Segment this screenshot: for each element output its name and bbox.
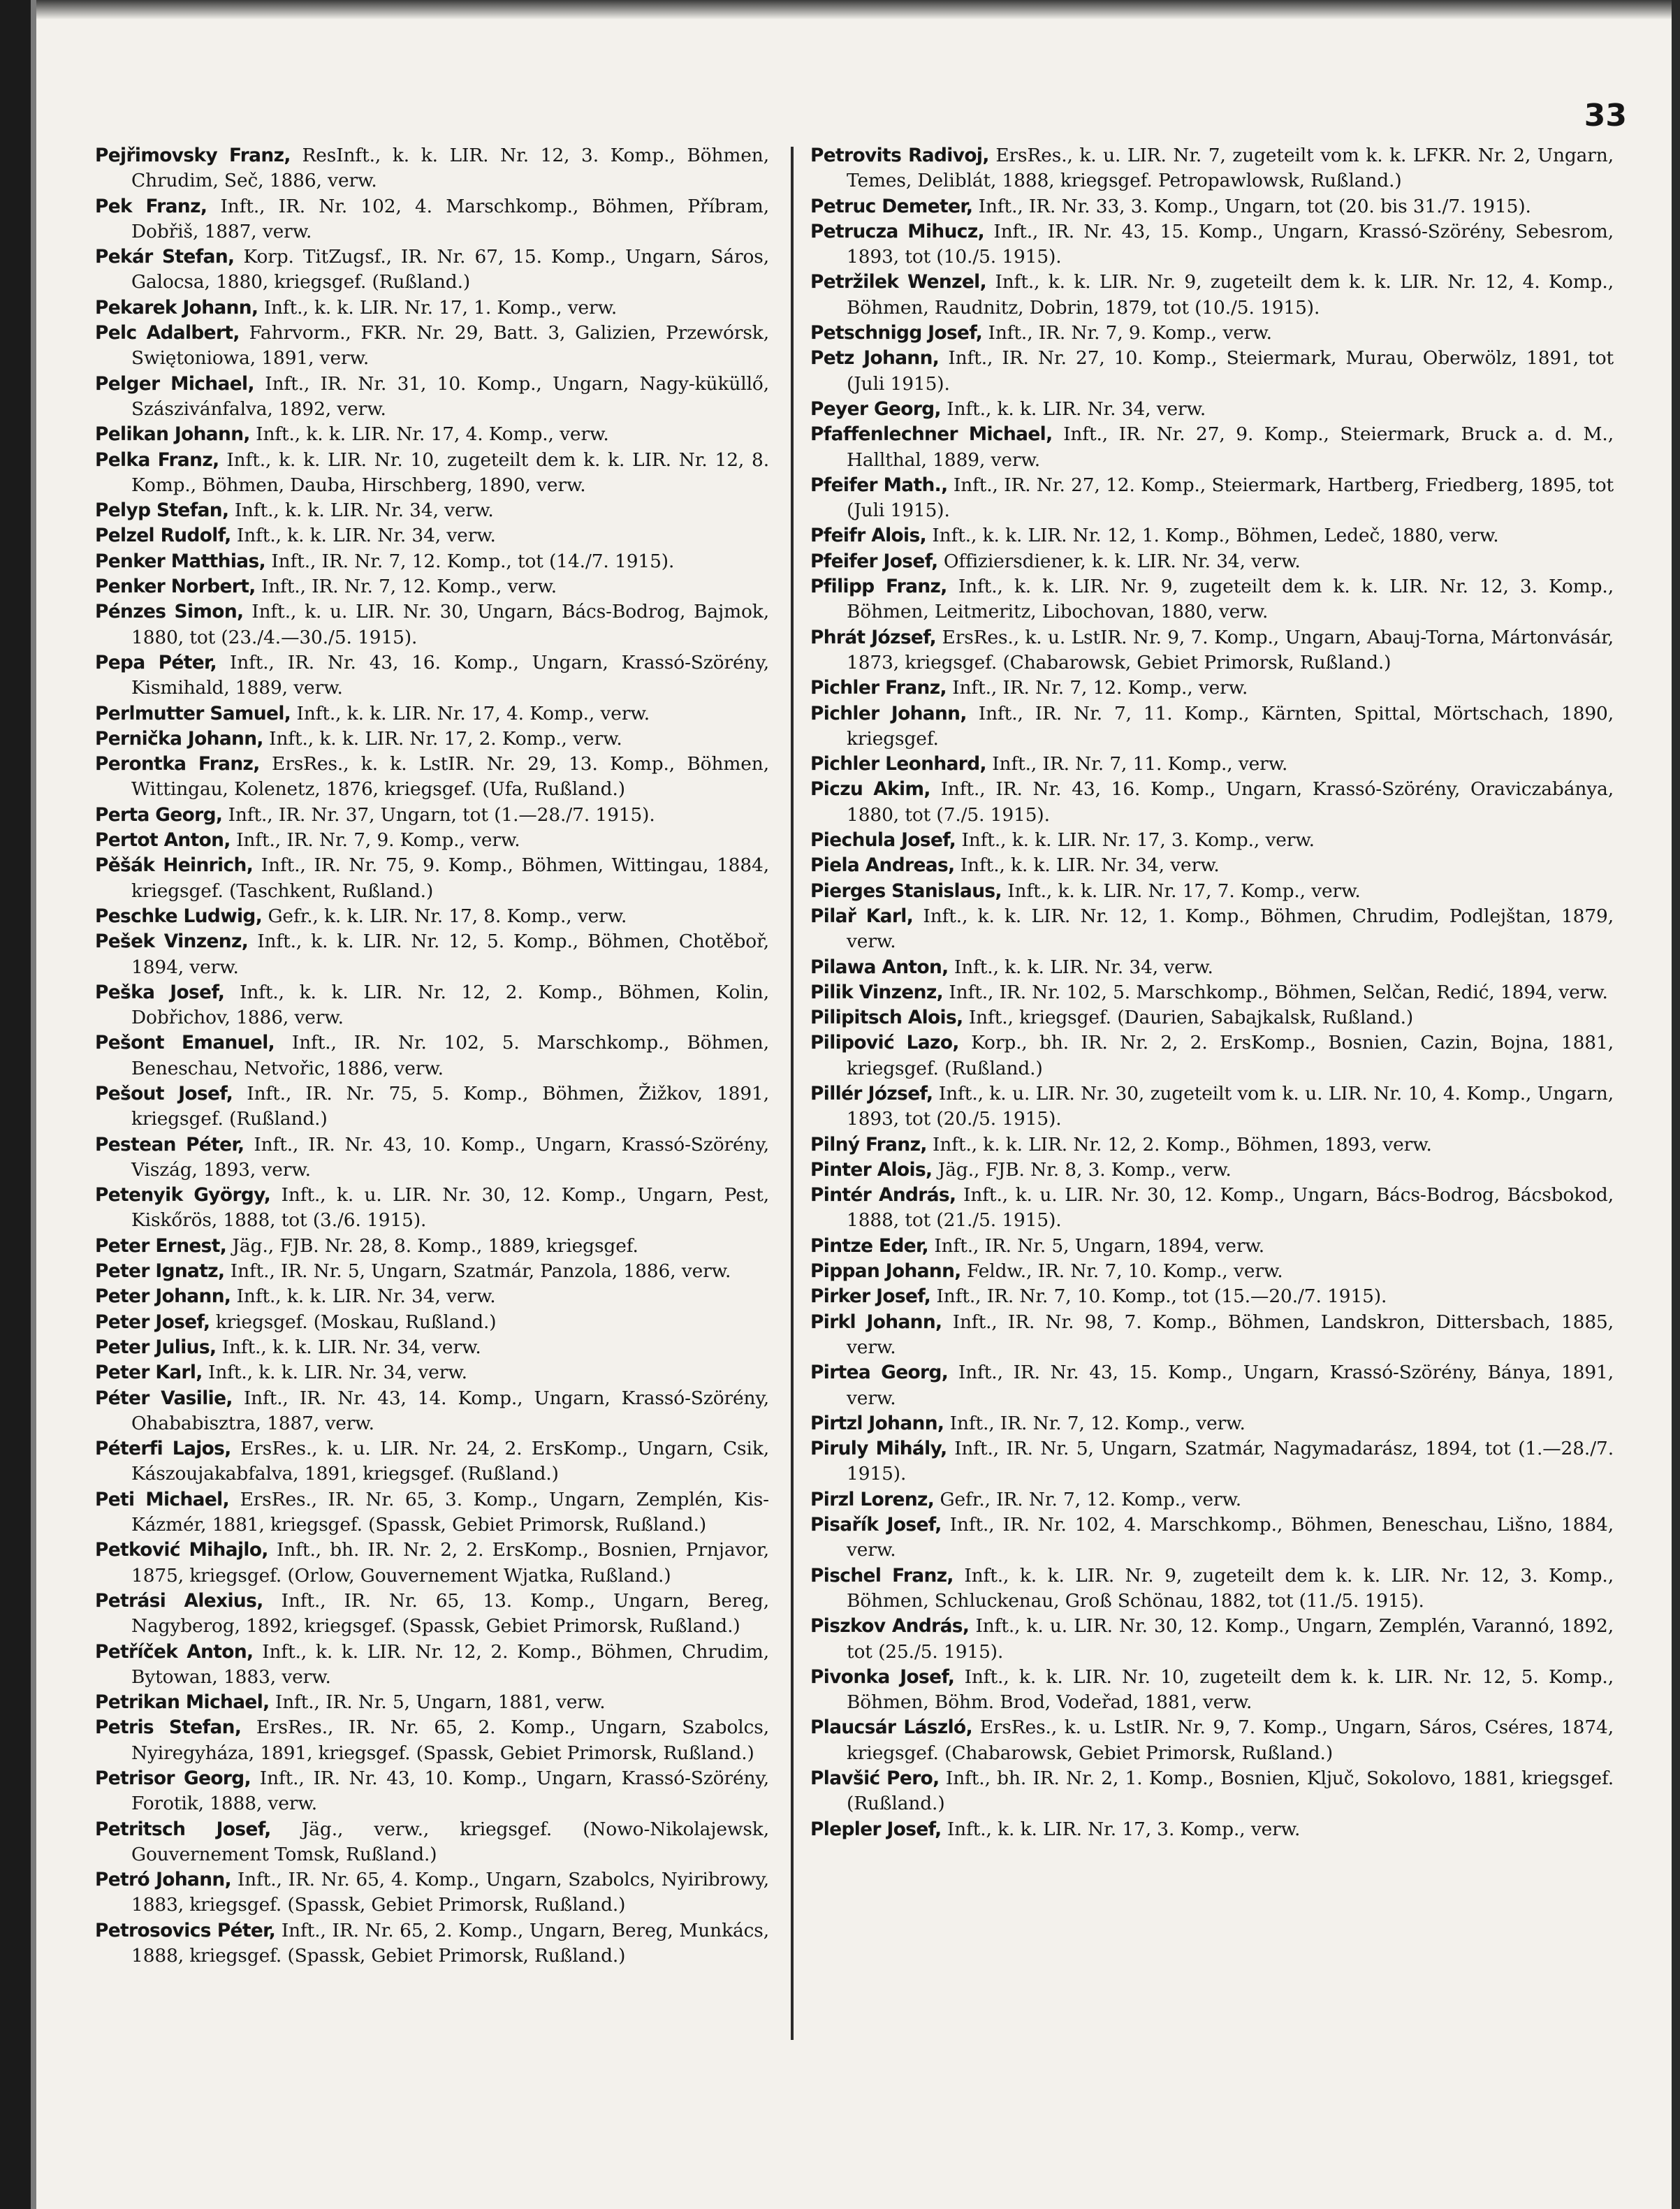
entry-name: Pisařík Josef, — [810, 1514, 942, 1536]
entry-details: Inft., IR. Nr. 102, 4. Marschkomp., Böhmen, Beneschau, Lišno, 1884, verw. — [847, 1514, 1614, 1561]
list-entry — [95, 1259, 769, 1284]
entry-name: Pfaffenlechner Michael, — [810, 423, 1053, 446]
entry-name: Pelc Adalbert, — [95, 322, 240, 344]
entry-details: Inft., IR. Nr. 7, 9. Komp., verw. — [236, 829, 520, 852]
entry-name: Pelikan Johann, — [95, 423, 250, 446]
list-entry — [95, 1335, 769, 1360]
list-entry — [810, 955, 1614, 980]
entry-name: Pirkl Johann, — [810, 1311, 942, 1333]
entry-details: Inft., k. k. LIR. Nr. 34, verw. — [234, 500, 494, 522]
entry-name: Péterfi Lajos, — [95, 1438, 231, 1460]
entry-details: Inft., k. k. LIR. Nr. 34, verw. — [960, 854, 1220, 877]
entry-name: Petrikan Michael, — [95, 1691, 270, 1714]
entry-name: Perontka Franz, — [95, 753, 260, 775]
entry-details: Inft., IR. Nr. 7, 12. Komp., verw. — [949, 1412, 1246, 1434]
list-entry — [95, 1690, 769, 1715]
entry-name: Pek Franz, — [95, 195, 207, 217]
entry-details: Inft., IR. Nr. 43, 15. Komp., Ungarn, Krassó-Szörény, Bánya, 1891, verw. — [847, 1362, 1614, 1409]
entry-name: Peter Julius, — [95, 1336, 217, 1358]
list-entry — [95, 1310, 769, 1335]
list-entry — [810, 1234, 1614, 1259]
entry-name: Péter Vasilie, — [95, 1387, 233, 1409]
entry-name: Pepa Péter, — [95, 651, 217, 673]
entry-details: Inft., k. k. LIR. Nr. 12, 2. Komp., Böhmen, Chrudim, Bytowan, 1883, verw. — [131, 1640, 769, 1688]
list-entry — [95, 1918, 769, 1969]
entry-details: Inft., k. u. LIR. Nr. 30, 12. Komp., Ungarn, Zemplén, Varannó, 1892, tot (25./5. 1915). — [847, 1615, 1614, 1663]
list-entry — [95, 1817, 769, 1868]
list-entry — [810, 1030, 1614, 1081]
list-entry — [810, 676, 1614, 701]
entry-name: Pernička Johann, — [95, 727, 263, 750]
list-entry — [95, 701, 769, 727]
list-entry — [810, 853, 1614, 878]
entry-name: Pénzes Simon, — [95, 601, 244, 623]
entry-name: Pilný Franz, — [810, 1133, 927, 1155]
list-entry — [810, 980, 1614, 1005]
entry-name: Petenyik György, — [95, 1184, 271, 1206]
list-entry — [810, 625, 1614, 676]
list-entry — [95, 194, 769, 245]
entry-details: Inft., k. k. LIR. Nr. 34, verw. — [236, 1285, 496, 1308]
entry-details: Inft., IR. Nr. 27, 12. Komp., Steiermark, Hartberg, Friedberg, 1895, tot (Juli 1915). — [847, 474, 1614, 522]
scan-top-edge — [0, 0, 1680, 20]
list-entry — [810, 1310, 1614, 1361]
entry-details: Inft., k. k. LIR. Nr. 12, 2. Komp., Böhmen, 1893, verw. — [933, 1133, 1432, 1155]
entry-name: Peter Ernest, — [95, 1234, 227, 1257]
entry-details: Inft., IR. Nr. 43, 15. Komp., Ungarn, Krassó-Szörény, Sebesrom, 1893, tot (10./5. 1915). — [847, 220, 1614, 268]
entry-name: Pelyp Stefan, — [95, 500, 229, 522]
list-entry — [810, 1081, 1614, 1132]
list-entry — [810, 752, 1614, 777]
list-entry — [810, 879, 1614, 904]
entry-details: Inft., k. k. LIR. Nr. 34, verw. — [221, 1336, 481, 1358]
entry-name: Petris Stefan, — [95, 1716, 242, 1739]
entry-details: Inft., IR. Nr. 43, 10. Komp., Ungarn, Krassó-Szörény, Viszág, 1893, verw. — [131, 1133, 769, 1181]
entry-details: Inft., IR. Nr. 7, 10. Komp., tot (15.—20./7. 1915). — [936, 1285, 1387, 1308]
entry-details: Inft., IR. Nr. 98, 7. Komp., Böhmen, Landskron, Dittersbach, 1885, verw. — [847, 1311, 1614, 1358]
list-entry — [810, 549, 1614, 574]
entry-name: Petrosovics Péter, — [95, 1919, 276, 1941]
entry-details: ErsRes., IR. Nr. 65, 3. Komp., Ungarn, Zemplén, Kis-Kázmér, 1881, kriegsgef. (Spassk, Gebiet Primorsk, Rußland.) — [131, 1488, 769, 1536]
list-entry — [95, 1183, 769, 1234]
entry-name: Piszkov András, — [810, 1615, 970, 1638]
entry-name: Piela Andreas, — [810, 854, 955, 877]
entry-name: Pelka Franz, — [95, 449, 219, 471]
entry-name: Petrási Alexius, — [95, 1589, 263, 1612]
list-entry — [95, 498, 769, 523]
entry-name: Pirzl Lorenz, — [810, 1488, 935, 1510]
list-entry — [95, 904, 769, 929]
entry-details: Inft., IR. Nr. 75, 9. Komp., Böhmen, Wittingau, 1884, kriegsgef. (Taschkent, Rußland.) — [131, 854, 769, 902]
list-entry — [810, 194, 1614, 219]
list-entry — [95, 980, 769, 1031]
list-entry — [810, 1715, 1614, 1766]
entry-details: Inft., IR. Nr. 7, 12. Komp., tot (14./7. 1915). — [271, 550, 675, 572]
entry-name: Pilipitsch Alois, — [810, 1007, 963, 1029]
list-entry — [810, 1817, 1614, 1842]
list-entry — [95, 372, 769, 423]
entry-details: Inft., IR. Nr. 43, 14. Komp., Ungarn, Krassó-Szörény, Ohababisztra, 1887, verw. — [131, 1387, 769, 1434]
entry-details: Inft., k. u. LIR. Nr. 30, Ungarn, Bács-Bodrog, Bajmok, 1880, tot (23./4.—30./5. 1915). — [131, 601, 769, 648]
entry-name: Peti Michael, — [95, 1488, 230, 1510]
entry-name: Peter Josef, — [95, 1311, 210, 1333]
list-entry — [95, 1234, 769, 1259]
entry-name: Perlmutter Samuel, — [95, 702, 291, 724]
list-entry — [95, 599, 769, 650]
list-entry — [95, 245, 769, 296]
list-entry — [95, 1284, 769, 1309]
list-entry — [810, 1259, 1614, 1284]
entry-details: Inft., k. k. LIR. Nr. 17, 3. Komp., verw. — [961, 829, 1315, 852]
entry-details: Inft., k. k. LIR. Nr. 17, 4. Komp., verw. — [256, 423, 609, 446]
list-entry — [95, 1867, 769, 1918]
entry-name: Peška Josef, — [95, 981, 225, 1003]
list-entry — [95, 1132, 769, 1183]
entry-details: Inft., k. k. LIR. Nr. 9, zugeteilt dem k. k. LIR. Nr. 12, 3. Komp., Böhmen, Schluckenau, Groß Schönau, 1882, tot (11./5. 1915). — [847, 1564, 1614, 1612]
entry-name: Pestean Péter, — [95, 1133, 244, 1155]
entry-details: Korp. TitZugsf., IR. Nr. 67, 15. Komp., Ungarn, Sáros, Galocsa, 1880, kriegsgef. (Rußland.) — [131, 246, 769, 293]
entry-name: Peter Ignatz, — [95, 1260, 225, 1283]
entry-details: Inft., IR. Nr. 75, 5. Komp., Böhmen, Žižkov, 1891, kriegsgef. (Rußland.) — [131, 1082, 769, 1130]
entry-details: Inft., IR. Nr. 7, 11. Komp., verw. — [992, 753, 1288, 775]
column-divider — [791, 147, 794, 2040]
list-entry — [95, 1081, 769, 1132]
entry-details: Inft., IR. Nr. 31, 10. Komp., Ungarn, Nagy-küküllő, Szászivánfalva, 1892, verw. — [131, 372, 769, 420]
entry-details: Inft., IR. Nr. 43, 10. Komp., Ungarn, Krassó-Szörény, Forotik, 1888, verw. — [131, 1767, 769, 1815]
entry-details: Inft., IR. Nr. 27, 9. Komp., Steiermark, Bruck a. d. M., Hallthal, 1889, verw. — [847, 423, 1614, 471]
list-entry — [95, 650, 769, 701]
entry-details: ErsRes., k. u. LIR. Nr. 7, zugeteilt vom k. k. LFKR. Nr. 2, Ungarn, Temes, Deliblát, 1888, kriegsgef. Petropawlowsk, Rußland.) — [847, 145, 1614, 192]
entry-name: Pinter Alois, — [810, 1158, 933, 1181]
list-entry — [95, 803, 769, 828]
entry-name: Pintér András, — [810, 1184, 956, 1206]
list-entry — [810, 1411, 1614, 1436]
entry-details: Inft., k. u. LIR. Nr. 30, 12. Komp., Ungarn, Bács-Bodrog, Bácsbokod, 1888, tot (21./5. 1915). — [847, 1184, 1614, 1232]
list-entry — [810, 1005, 1614, 1030]
entry-name: Peter Johann, — [95, 1285, 231, 1308]
list-entry — [95, 727, 769, 752]
list-entry — [810, 219, 1614, 270]
scan-left-edge — [0, 0, 31, 2209]
entry-name: Petritsch Josef, — [95, 1818, 271, 1840]
entry-details: Inft., IR. Nr. 33, 3. Komp., Ungarn, tot (20. bis 31./7. 1915). — [978, 195, 1531, 217]
entry-details: Inft., k. k. LIR. Nr. 34, verw. — [208, 1362, 467, 1384]
entry-details: Inft., k. k. LIR. Nr. 12, 1. Komp., Böhmen, Ledeč, 1880, verw. — [932, 525, 1499, 547]
entry-details: Inft., IR. Nr. 102, 5. Marschkomp., Böhmen, Selčan, Redić, 1894, verw. — [949, 981, 1608, 1003]
entry-details: Inft., k. k. LIR. Nr. 17, 3. Komp., verw. — [947, 1818, 1301, 1840]
entry-details: Inft., k. k. LIR. Nr. 17, 1. Komp., verw. — [263, 296, 618, 319]
entry-name: Pešout Josef, — [95, 1082, 233, 1104]
entry-name: Pilař Karl, — [810, 905, 914, 927]
entry-name: Pekár Stefan, — [95, 246, 235, 268]
entry-details: Inft., IR. Nr. 65, 13. Komp., Ungarn, Bereg, Nagyberog, 1892, kriegsgef. (Spassk, Gebiet Primorsk, Rußland.) — [131, 1589, 769, 1638]
list-entry — [95, 1360, 769, 1385]
list-entry — [95, 1715, 769, 1766]
entry-details: Inft., k. k. LIR. Nr. 12, 2. Komp., Böhmen, Kolin, Dobřichov, 1886, verw. — [131, 981, 769, 1029]
entry-name: Pěšák Heinrich, — [95, 854, 254, 877]
entry-details: Fahrvorm., FKR. Nr. 29, Batt. 3, Galizien, Przewórsk, Swiętoniowa, 1891, verw. — [131, 322, 769, 370]
entry-details: Inft., kriegsgef. (Daurien, Sabajkalsk, Rußland.) — [968, 1007, 1414, 1029]
entry-details: Korp., bh. IR. Nr. 2, 2. ErsKomp., Bosnien, Cazin, Bojna, 1881, kriegsgef. (Rußland.) — [847, 1032, 1614, 1079]
scan-left-shadow — [31, 0, 36, 2209]
entry-name: Pertot Anton, — [95, 829, 231, 852]
list-entry — [810, 1665, 1614, 1716]
list-entry — [810, 1512, 1614, 1563]
list-entry — [810, 422, 1614, 473]
entry-name: Pilawa Anton, — [810, 956, 949, 978]
entry-details: Inft., bh. IR. Nr. 2, 1. Komp., Bosnien, Ključ, Sokolovo, 1881, kriegsgef. (Rußland.) — [847, 1767, 1614, 1815]
list-entry — [95, 143, 769, 194]
entry-name: Petković Mihajlo, — [95, 1539, 268, 1561]
right-column — [810, 143, 1614, 2190]
list-entry — [810, 523, 1614, 548]
entry-details: ErsRes., k. u. LIR. Nr. 24, 2. ErsKomp., Ungarn, Csik, Kászoujakabfalva, 1891, kriegsgef. (Rußland.) — [131, 1438, 769, 1485]
entry-name: Petříček Anton, — [95, 1640, 254, 1663]
entry-name: Pelzel Rudolf, — [95, 525, 231, 547]
entry-name: Phrát József, — [810, 626, 937, 648]
list-entry — [810, 397, 1614, 422]
entry-name: Pejřimovsky Franz, — [95, 145, 291, 166]
entry-name: Plavšić Pero, — [810, 1767, 940, 1789]
list-entry — [95, 448, 769, 499]
entry-name: Perta Georg, — [95, 803, 223, 826]
list-entry — [95, 1386, 769, 1437]
entry-name: Pfilipp Franz, — [810, 576, 947, 598]
list-entry — [810, 701, 1614, 752]
entry-details: Inft., IR. Nr. 65, 2. Komp., Ungarn, Bereg, Munkács, 1888, kriegsgef. (Spassk, Gebiet Primorsk, Rußland.) — [131, 1919, 769, 1967]
entry-details: Inft., IR. Nr. 43, 16. Komp., Ungarn, Krassó-Szörény, Oraviczabánya, 1880, tot (7./5. 1915). — [847, 778, 1614, 826]
page-number: 33 — [1584, 98, 1627, 133]
list-entry — [810, 1284, 1614, 1309]
entry-details: Gefr., k. k. LIR. Nr. 17, 8. Komp., verw. — [268, 905, 627, 927]
list-entry — [810, 143, 1614, 194]
entry-details: Inft., k. k. LIR. Nr. 17, 2. Komp., verw. — [269, 727, 622, 750]
entry-details: Jäg., FJB. Nr. 28, 8. Komp., 1889, kriegsgef. — [232, 1234, 638, 1257]
entry-details: kriegsgef. (Moskau, Rußland.) — [215, 1311, 497, 1333]
entry-details: Inft., IR. Nr. 27, 10. Komp., Steiermark, Murau, Oberwölz, 1891, tot (Juli 1915). — [847, 347, 1614, 395]
entry-details: ErsRes., k. u. LstIR. Nr. 9, 7. Komp., Ungarn, Abauj-Torna, Mártonvásár, 1873, kriegsgef. (Chabarowsk, Gebiet Primorsk, Rußland.) — [847, 626, 1614, 673]
entry-details: Inft., k. k. LIR. Nr. 9, zugeteilt dem k. k. LIR. Nr. 12, 3. Komp., Böhmen, Leitmeritz, Libochovan, 1880, verw. — [847, 576, 1614, 623]
entry-details: Jäg., verw., kriegsgef. (Nowo-Nikolajewsk, Gouvernement Tomsk, Rußland.) — [131, 1818, 769, 1865]
entry-details: Inft., k. u. LIR. Nr. 30, zugeteilt vom k. u. LIR. Nr. 10, 4. Komp., Ungarn, 1893, tot (20./5. 1915). — [847, 1082, 1614, 1130]
entry-name: Penker Norbert, — [95, 576, 256, 598]
entry-details: Inft., IR. Nr. 7, 11. Komp., Kärnten, Spittal, Mörtschach, 1890, kriegsgef. — [847, 702, 1614, 750]
entry-details: Offiziersdiener, k. k. LIR. Nr. 34, verw. — [943, 550, 1301, 572]
entry-name: Pelger Michael, — [95, 372, 254, 395]
entry-details: Inft., k. k. LIR. Nr. 12, 1. Komp., Böhmen, Chrudim, Podlejštan, 1879, verw. — [847, 905, 1614, 953]
entry-name: Pichler Franz, — [810, 677, 947, 699]
entry-details: Inft., k. k. LIR. Nr. 34, verw. — [236, 525, 496, 547]
entry-name: Pilik Vinzenz, — [810, 981, 944, 1003]
list-entry — [810, 574, 1614, 625]
entry-name: Pirtea Georg, — [810, 1362, 949, 1384]
list-entry — [810, 1487, 1614, 1512]
list-entry — [95, 1589, 769, 1640]
list-entry — [95, 1487, 769, 1538]
entry-details: Inft., IR. Nr. 5, Ungarn, 1894, verw. — [934, 1234, 1264, 1257]
entry-name: Peyer Georg, — [810, 398, 941, 420]
entry-name: Petruc Demeter, — [810, 195, 973, 217]
list-entry — [95, 1030, 769, 1081]
entry-name: Peschke Ludwig, — [95, 905, 263, 927]
list-entry — [810, 321, 1614, 346]
entry-details: Inft., IR. Nr. 43, 16. Komp., Ungarn, Krassó-Szörény, Kismihald, 1889, verw. — [131, 651, 769, 699]
list-entry — [810, 1436, 1614, 1487]
entry-name: Peter Karl, — [95, 1362, 203, 1384]
list-entry — [95, 422, 769, 447]
entry-name: Pichler Leonhard, — [810, 753, 986, 775]
entry-name: Petrucza Mihucz, — [810, 220, 985, 242]
entry-name: Plepler Josef, — [810, 1818, 942, 1840]
entry-details: Inft., IR. Nr. 102, 4. Marschkomp., Böhmen, Příbram, Dobřiš, 1887, verw. — [131, 195, 769, 242]
entry-name: Pierges Stanislaus, — [810, 880, 1002, 902]
entry-details: Inft., IR. Nr. 7, 9. Komp., verw. — [988, 322, 1272, 344]
entry-name: Pischel Franz, — [810, 1564, 954, 1587]
entry-name: Petró Johann, — [95, 1869, 232, 1891]
left-column — [95, 143, 769, 2190]
entry-details: Jäg., FJB. Nr. 8, 3. Komp., verw. — [937, 1158, 1232, 1181]
entry-name: Pfeifer Josef, — [810, 550, 938, 572]
entry-name: Penker Matthias, — [95, 550, 266, 572]
entry-details: Inft., IR. Nr. 5, Ungarn, 1881, verw. — [275, 1691, 606, 1714]
entry-details: Inft., IR. Nr. 7, 12. Komp., verw. — [952, 677, 1248, 699]
list-entry — [95, 549, 769, 574]
list-entry — [95, 828, 769, 853]
entry-details: Inft., k. k. LIR. Nr. 10, zugeteilt dem k. k. LIR. Nr. 12, 5. Komp., Böhmen, Böhm. Brod, Vodeřad, 1881, verw. — [847, 1665, 1614, 1714]
list-entry — [95, 1436, 769, 1487]
entry-details: Inft., IR. Nr. 65, 4. Komp., Ungarn, Szabolcs, Nyiribrowy, 1883, kriegsgef. (Spassk, Gebiet Primorsk, Rußland.) — [131, 1869, 769, 1916]
list-entry — [810, 1132, 1614, 1158]
entry-details: Inft., IR. Nr. 5, Ungarn, Szatmár, Nagymadarász, 1894, tot (1.—28./7. 1915). — [847, 1438, 1614, 1485]
list-entry — [95, 1538, 769, 1589]
entry-name: Pilipović Lazo, — [810, 1032, 959, 1054]
list-entry — [810, 1766, 1614, 1817]
entry-name: Pešek Vinzenz, — [95, 931, 249, 953]
list-entry — [95, 1640, 769, 1691]
entry-name: Pippan Johann, — [810, 1260, 961, 1283]
list-entry — [810, 1563, 1614, 1614]
entry-name: Pfeifer Math., — [810, 474, 948, 496]
entry-name: Pichler Johann, — [810, 702, 967, 724]
entry-details: Inft., IR. Nr. 37, Ungarn, tot (1.—28./7. 1915). — [228, 803, 655, 826]
entry-name: Petržilek Wenzel, — [810, 271, 987, 293]
entry-name: Plaucsár László, — [810, 1716, 973, 1739]
list-entry — [810, 346, 1614, 397]
entry-name: Petschnigg Josef, — [810, 322, 983, 344]
entry-details: Inft., IR. Nr. 5, Ungarn, Szatmár, Panzola, 1886, verw. — [230, 1260, 731, 1283]
list-entry — [95, 574, 769, 599]
entry-details: Inft., k. k. LIR. Nr. 17, 7. Komp., verw. — [1007, 880, 1361, 902]
entry-name: Pivonka Josef, — [810, 1665, 955, 1688]
list-entry — [810, 1183, 1614, 1234]
entry-details: Inft., k. k. LIR. Nr. 9, zugeteilt dem k. k. LIR. Nr. 12, 4. Komp., Böhmen, Raudnitz, Dobrin, 1879, tot (10./5. 1915). — [847, 271, 1614, 319]
entry-details: Inft., IR. Nr. 7, 12. Komp., verw. — [261, 576, 557, 598]
entry-details: Inft., k. k. LIR. Nr. 10, zugeteilt dem k. k. LIR. Nr. 12, 8. Komp., Böhmen, Dauba, Hirschberg, 1890, verw. — [131, 449, 769, 496]
entry-name: Pfeifr Alois, — [810, 525, 927, 547]
list-entry — [95, 523, 769, 548]
entry-name: Piruly Mihály, — [810, 1438, 947, 1460]
entry-name: Pekarek Johann, — [95, 296, 258, 319]
entry-details: Gefr., IR. Nr. 7, 12. Komp., verw. — [940, 1488, 1242, 1510]
list-entry — [95, 853, 769, 904]
entry-name: Pirtzl Johann, — [810, 1412, 944, 1434]
list-entry — [810, 828, 1614, 853]
list-entry — [810, 1614, 1614, 1665]
list-entry — [95, 321, 769, 372]
list-entry — [810, 777, 1614, 828]
entry-name: Petrisor Georg, — [95, 1767, 251, 1789]
list-entry — [810, 473, 1614, 524]
entry-details: Inft., k. k. LIR. Nr. 34, verw. — [947, 398, 1206, 420]
entry-details: Inft., k. u. LIR. Nr. 30, 12. Komp., Ungarn, Pest, Kiskőrös, 1888, tot (3./6. 1915). — [131, 1184, 769, 1232]
entry-name: Piechula Josef, — [810, 829, 956, 852]
entry-details: Feldw., IR. Nr. 7, 10. Komp., verw. — [967, 1260, 1283, 1283]
list-entry — [810, 1360, 1614, 1411]
list-entry — [810, 270, 1614, 321]
list-entry — [810, 904, 1614, 955]
entry-details: Inft., bh. IR. Nr. 2, 2. ErsKomp., Bosnien, Prnjavor, 1875, kriegsgef. (Orlow, Gouvernement Wjatka, Rußland.) — [131, 1539, 769, 1587]
entry-details: ErsRes., k. k. LstIR. Nr. 29, 13. Komp., Böhmen, Wittingau, Kolenetz, 1876, kriegsgef. (Ufa, Rußland.) — [131, 753, 769, 801]
entry-details: ErsRes., IR. Nr. 65, 2. Komp., Ungarn, Szabolcs, Nyiregyháza, 1891, kriegsgef. (Spassk, Gebiet Primorsk, Rußland.) — [131, 1716, 769, 1764]
list-entry — [810, 1158, 1614, 1183]
list-entry — [95, 296, 769, 321]
entry-details: Inft., k. k. LIR. Nr. 12, 5. Komp., Böhmen, Chotěboř, 1894, verw. — [131, 931, 769, 978]
list-entry — [95, 752, 769, 803]
entry-details: Inft., IR. Nr. 102, 5. Marschkomp., Böhmen, Beneschau, Netvořic, 1886, verw. — [131, 1032, 769, 1079]
entry-name: Pirker Josef, — [810, 1285, 931, 1308]
entry-name: Pintze Eder, — [810, 1234, 929, 1257]
list-entry — [95, 929, 769, 980]
scan-right-edge — [1672, 0, 1680, 2209]
entry-name: Petrovits Radivoj, — [810, 145, 989, 166]
entry-name: Piczu Akim, — [810, 778, 930, 801]
entry-name: Pešont Emanuel, — [95, 1032, 275, 1054]
entry-name: Pillér József, — [810, 1082, 933, 1104]
entry-name: Petz Johann, — [810, 347, 940, 370]
entry-details: Inft., k. k. LIR. Nr. 34, verw. — [954, 956, 1213, 978]
entry-details: ErsRes., k. u. LstIR. Nr. 9, 7. Komp., Ungarn, Sáros, Cséres, 1874, kriegsgef. (Chabarowsk, Gebiet Primorsk, Rußland.) — [847, 1716, 1614, 1764]
entry-details: Inft., k. k. LIR. Nr. 17, 4. Komp., verw. — [296, 702, 650, 724]
list-entry — [95, 1766, 769, 1817]
entry-details: ResInft., k. k. LIR. Nr. 12, 3. Komp., Böhmen, Chrudim, Seč, 1886, verw. — [131, 145, 769, 192]
